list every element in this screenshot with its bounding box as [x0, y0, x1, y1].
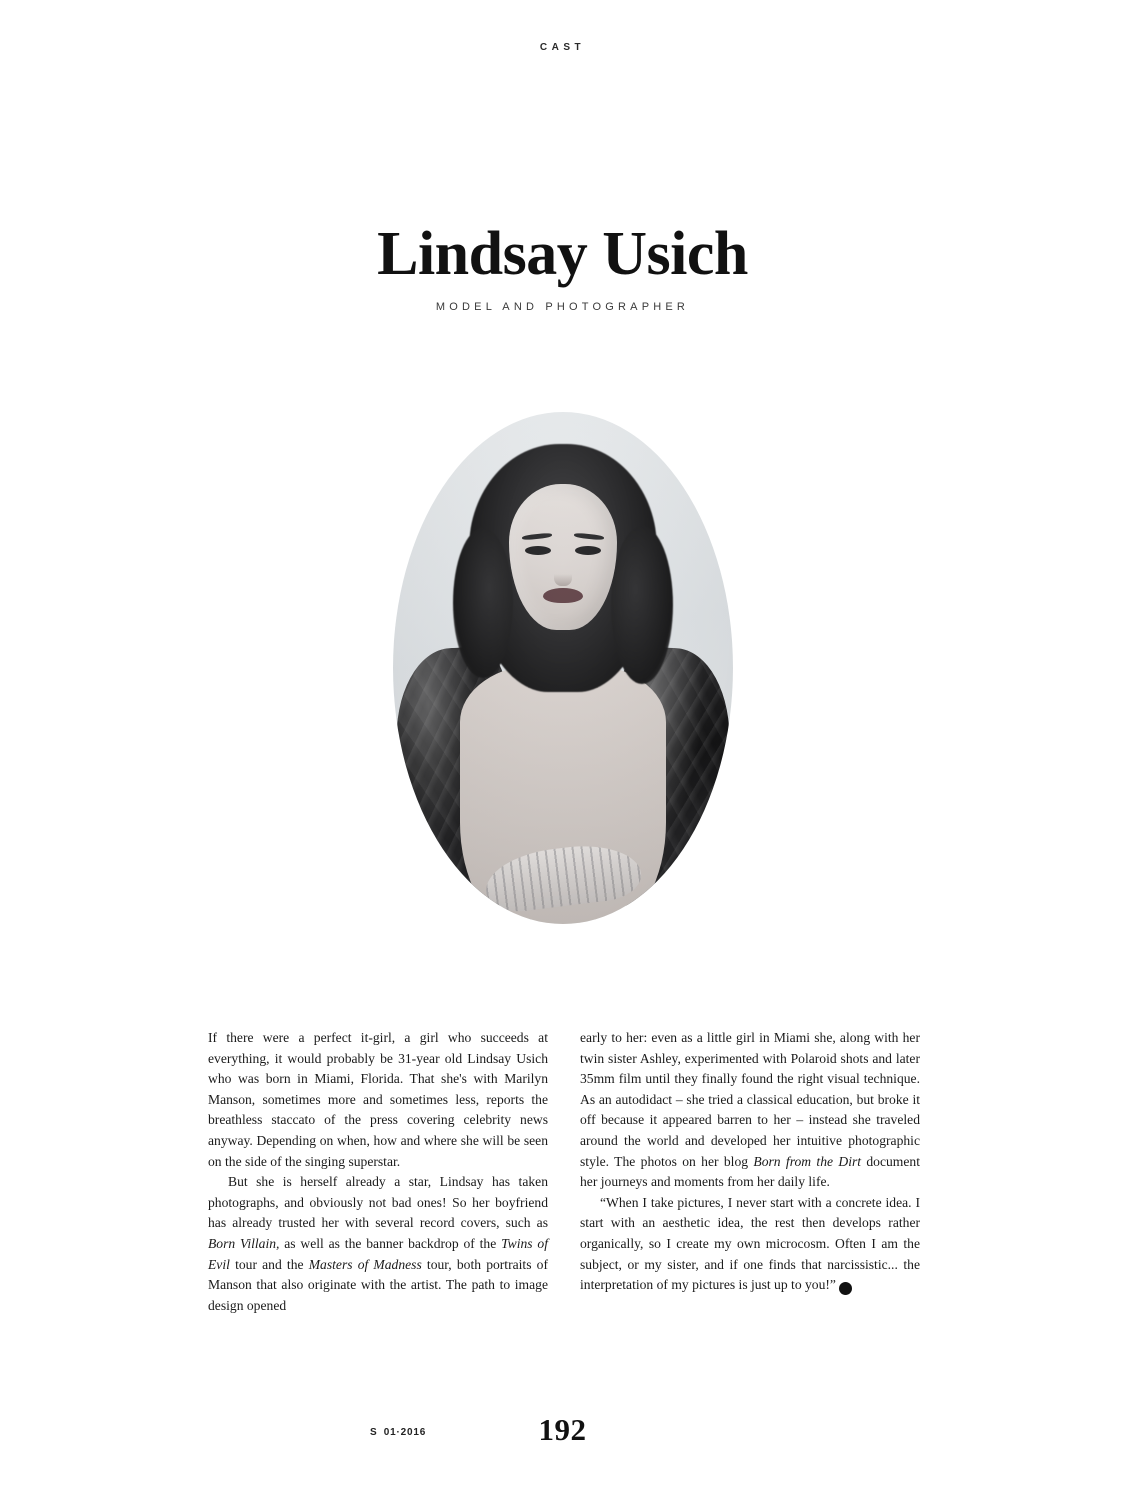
page-footer	[0, 1408, 1125, 1448]
paragraph	[580, 1028, 920, 1193]
lips	[543, 588, 583, 603]
paragraph-text: tour and the	[229, 1256, 309, 1272]
portrait-image	[393, 412, 733, 924]
running-head: CAST	[539, 42, 586, 53]
end-mark-icon: S	[839, 1282, 852, 1295]
paragraph-text: “When I take pictures, I never start with a concrete idea. I start with an aesthetic idea, the rest then develops rather organically, so I create my own microcosm. Often I am the subject, or my sister, and if one finds that narcissistic... the interpretation of my pictures is just up to you!”	[580, 1194, 920, 1293]
title-italic: Born Villain,	[208, 1235, 280, 1251]
paragraph-text: If there were a perfect it-girl, a girl who succeeds at everything, it would probably be 31-year old Lindsay Usich who was born in Miami, Florida. That she's with Marilyn Manson, sometimes more and sometimes less, reports the breathless staccato of the press covering celebrity news anyway. Depending on when, how and where she will be seen on the side of the singing superstar.	[208, 1030, 548, 1169]
page-title: Lindsay Usich	[377, 220, 748, 288]
paragraph-text: document her journeys and moments from her daily life.	[580, 1153, 920, 1190]
title-italic: Twins of Evil	[208, 1235, 548, 1272]
eyebrow-left	[521, 532, 551, 540]
title-italic: Born from the Dirt	[753, 1153, 862, 1169]
paragraph	[580, 1193, 920, 1296]
eye-left	[525, 546, 551, 555]
paragraph-text: tour, both portraits of Manson that also originate with the artist. The path to image design opened	[208, 1256, 548, 1313]
paragraph-text: But she is herself already a star, Lindsay has taken photographs, and obviously not bad ones! So her boyfriend has already trusted her with several record covers, such as	[208, 1174, 548, 1231]
portrait-oval-frame	[393, 412, 733, 924]
eye-right	[575, 546, 601, 555]
title-block	[0, 222, 1125, 313]
page-subtitle: MODEL AND PHOTOGRAPHER	[435, 301, 690, 314]
eyebrow-right	[573, 532, 603, 540]
nose	[554, 566, 572, 586]
page-number: 192	[538, 1412, 587, 1447]
article-body	[208, 1028, 920, 1316]
issue-date: 01·2016	[383, 1427, 427, 1438]
body-column-right	[580, 1028, 920, 1316]
paragraph	[208, 1172, 548, 1316]
paragraph-text: as well as the banner backdrop of the	[279, 1235, 502, 1251]
face	[509, 484, 617, 630]
body-column-left	[208, 1028, 548, 1316]
magazine-mark: S	[370, 1427, 378, 1438]
paragraph	[208, 1028, 548, 1172]
title-italic: Masters of Madness	[308, 1256, 422, 1272]
paragraph-text: early to her: even as a little girl in Miami she, along with her twin sister Ashley, experimented with Polaroid shots and later 35mm film until they finally found the right visual technique. As an autodidact – she tried a classical education, but broke it off because it appeared barren to her – instead she traveled around the world and developed her intuitive photographic style. The photos on her blog	[580, 1030, 920, 1169]
